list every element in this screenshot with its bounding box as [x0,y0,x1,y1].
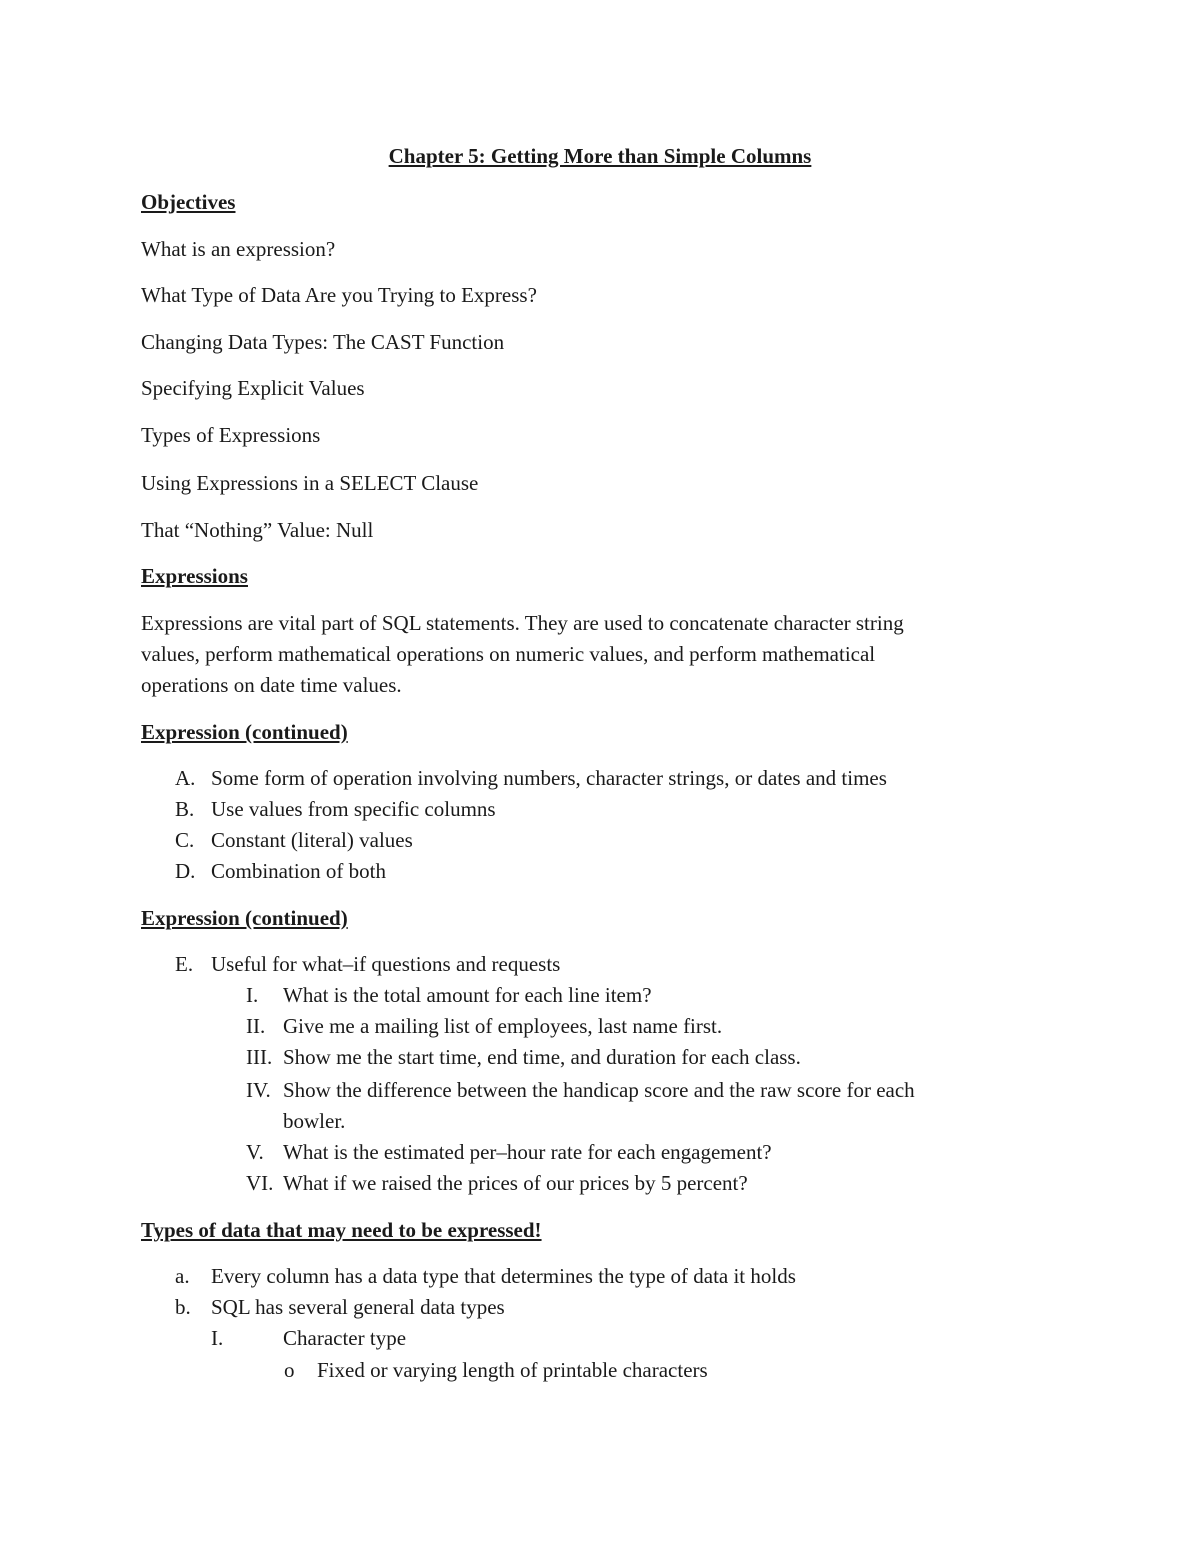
objective-item: Types of Expressions [141,423,321,447]
list-item: SQL has several general data types [211,1295,505,1319]
list-marker: A. [175,766,196,790]
page-title: Chapter 5: Getting More than Simple Columns [388,144,812,168]
sublist-marker: I. [246,983,259,1007]
list-marker: D. [175,859,196,883]
paragraph-line: operations on date time values. [141,673,402,697]
sublist-item: What is the estimated per–hour rate for each engagement? [283,1140,772,1164]
bullet-item: Fixed or varying length of printable characters [317,1358,708,1382]
continued-heading: Expression (continued) [141,720,348,744]
objective-item: Changing Data Types: The CAST Function [141,330,505,354]
list-item: Every column has a data type that determines the type of data it holds [211,1264,796,1288]
sublist-item: What is the total amount for each line item? [283,983,652,1007]
list-marker: b. [175,1295,191,1319]
sublist-marker: I. [211,1326,224,1350]
bullet-marker: o [284,1358,295,1382]
list-item: Use values from specific columns [211,797,496,821]
paragraph-line: Expressions are vital part of SQL statements. They are used to concatenate character string [141,611,904,635]
expressions-heading: Expressions [141,564,248,588]
list-marker: a. [175,1264,190,1288]
sublist-item: What if we raised the prices of our prices by 5 percent? [283,1171,748,1195]
sublist-item: Character type [283,1326,407,1350]
list-marker: B. [175,797,195,821]
objective-item: What is an expression? [141,237,336,261]
sublist-item: Give me a mailing list of employees, last name first. [283,1014,723,1038]
list-marker: C. [175,828,195,852]
list-item: Useful for what–if questions and requests [211,952,561,976]
list-item: Constant (literal) values [211,828,413,852]
objectives-heading: Objectives [141,190,236,214]
sublist-marker: II. [246,1014,266,1038]
paragraph-line: values, perform mathematical operations on numeric values, and perform mathematical [141,642,876,666]
list-item: Some form of operation involving numbers, character strings, or dates and times [211,766,887,790]
objective-item: Using Expressions in a SELECT Clause [141,471,479,495]
data-types-heading: Types of data that may need to be expressed! [141,1218,542,1242]
sublist-item: Show me the start time, end time, and duration for each class. [283,1045,801,1069]
sublist-marker: III. [246,1045,273,1069]
objective-item: What Type of Data Are you Trying to Express? [141,283,537,307]
sublist-item-continuation: bowler. [283,1109,346,1133]
sublist-item: Show the difference between the handicap score and the raw score for each [283,1078,915,1102]
sublist-marker: V. [246,1140,264,1164]
objective-item: Specifying Explicit Values [141,376,365,400]
objective-item: That “Nothing” Value: Null [141,518,374,542]
sublist-marker: IV. [246,1078,271,1102]
list-item: Combination of both [211,859,386,883]
list-marker: E. [175,952,194,976]
sublist-marker: VI. [246,1171,274,1195]
continued-heading: Expression (continued) [141,906,348,930]
